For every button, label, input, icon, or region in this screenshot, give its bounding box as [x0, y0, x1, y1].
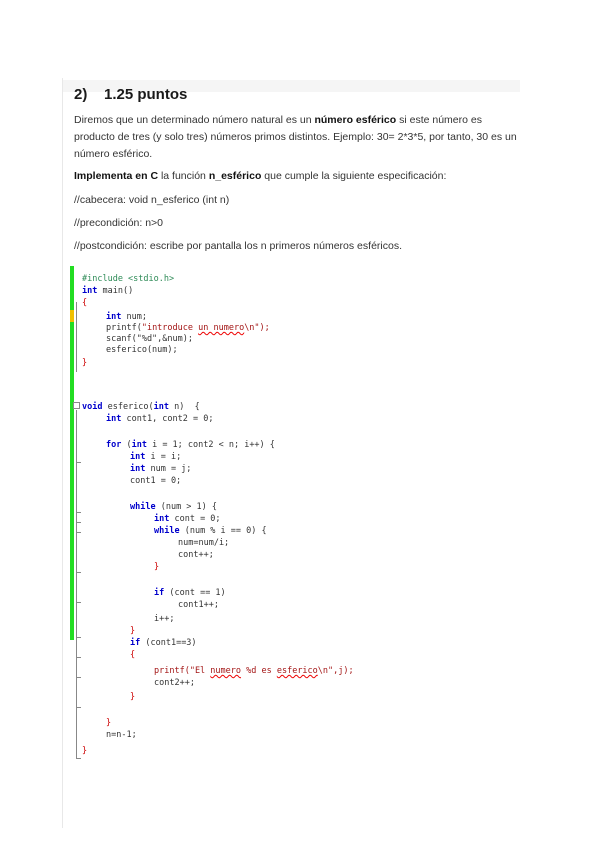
code-keyword: for: [106, 440, 122, 450]
code-string-misspelled: un numero: [198, 323, 245, 333]
code-void-signature: [82, 402, 200, 413]
code-increment: cont++;: [178, 550, 214, 560]
code-string-misspelled: esferico: [276, 666, 318, 676]
code-keyword: int: [130, 452, 146, 462]
code-main-signature: [82, 286, 133, 297]
code-printf: [106, 323, 270, 334]
code-text: cont1, cont2 = 0;: [121, 414, 214, 424]
fold-tick: [76, 602, 81, 603]
code-string: \n",j);: [317, 666, 354, 676]
question-points: 1.25 puntos: [104, 86, 188, 103]
code-increment: cont2++;: [154, 678, 195, 688]
code-printf: [154, 666, 354, 677]
fold-tick: [76, 572, 81, 573]
code-keyword: int: [131, 440, 147, 450]
fold-tick: [76, 657, 81, 658]
code-text: esferico(: [102, 402, 154, 412]
code-brace: }: [106, 718, 112, 728]
code-brace: }: [130, 692, 136, 702]
code-assign: n=n-1;: [106, 730, 137, 740]
code-keyword: while: [130, 502, 156, 512]
code-string: \n");: [244, 323, 270, 333]
code-string: printf("El: [154, 666, 211, 676]
code-while: [154, 526, 267, 537]
task-text-2: que cumple la siguiente especificación:: [261, 170, 447, 182]
code-keyword: int: [106, 414, 122, 424]
fold-tick: [76, 512, 81, 513]
code-string: "introduce: [141, 323, 199, 333]
code-assign: num=num/i;: [178, 538, 230, 548]
fold-tick: [76, 758, 81, 759]
fold-line: [76, 302, 77, 372]
code-brace: }: [130, 626, 136, 636]
code-keyword: int: [154, 514, 170, 524]
code-increment: i++;: [154, 614, 175, 624]
code-text: n) {: [169, 402, 200, 412]
change-marker-yellow: [70, 310, 74, 322]
fold-tick: [76, 707, 81, 708]
code-if: [154, 588, 226, 599]
spec-postcondicion: //postcondición: escribe por pantalla los n primeros números esféricos.: [74, 240, 402, 252]
fold-tick: [76, 637, 81, 638]
fold-tick: [76, 462, 81, 463]
code-text: i = i;: [145, 452, 182, 462]
code-assign: cont1 = 0;: [130, 476, 182, 486]
code-text: (: [121, 440, 132, 450]
code-increment: cont1++;: [178, 600, 219, 610]
task-text-1: la función: [158, 170, 209, 182]
code-text: i = 1; cont2 < n; i++) {: [146, 440, 275, 450]
change-marker-green: [70, 266, 74, 640]
code-string: %d es: [241, 666, 277, 676]
code-keyword: int: [130, 464, 146, 474]
code-keyword: int: [153, 402, 170, 412]
code-keyword: int: [106, 312, 122, 322]
fold-box-icon: [73, 402, 80, 409]
task-bold-function: n_esférico: [208, 170, 262, 182]
code-screenshot: [62, 262, 520, 802]
fold-tick: [76, 532, 81, 533]
code-brace: }: [82, 358, 88, 368]
question-heading: [74, 86, 187, 103]
code-text: (num % i == 0) {: [179, 526, 267, 536]
code-text: num;: [121, 312, 147, 322]
intro-text-2: si este número es producto de tres (y solo tres) números primos distintos. Ejemplo: 30= 2*3*5, por tanto, 30 es un número esférico.: [74, 114, 517, 160]
task-paragraph: [74, 168, 524, 185]
spec-precondicion: //precondición: n>0: [74, 217, 164, 229]
code-keyword: if: [154, 588, 165, 598]
code-string-misspelled: numero: [210, 666, 242, 676]
code-brace: }: [154, 562, 160, 572]
intro-paragraph: [74, 112, 524, 163]
code-text: (cont1==3): [140, 638, 197, 648]
code-if: [130, 638, 197, 649]
code-decl: [106, 414, 213, 425]
code-call: esferico(num);: [106, 345, 178, 355]
task-bold-1: Implementa en C: [74, 170, 159, 182]
code-text: printf(: [106, 323, 142, 333]
code-include: #include <stdio.h>: [82, 274, 175, 284]
code-scanf: scanf("%d",&num);: [106, 334, 193, 344]
code-keyword: while: [154, 526, 180, 536]
intro-bold-term: número esférico: [314, 114, 397, 126]
spec-cabecera: //cabecera: void n_esferico (int n): [74, 194, 230, 206]
fold-tick: [76, 677, 81, 678]
fold-tick: [76, 522, 81, 523]
intro-text-1: Diremos que un determinado número natural es un: [74, 114, 315, 126]
code-text: cont = 0;: [169, 514, 221, 524]
code-keyword: void: [82, 402, 103, 412]
code-text: num = j;: [145, 464, 192, 474]
code-for: [106, 440, 275, 451]
code-brace: {: [130, 650, 136, 660]
code-decl: [130, 452, 181, 463]
code-brace: }: [82, 746, 88, 756]
code-decl: [154, 514, 221, 525]
code-decl: [106, 312, 147, 323]
code-while: [130, 502, 217, 513]
code-keyword: int: [82, 286, 98, 296]
question-number: 2): [74, 86, 88, 103]
code-keyword: if: [130, 638, 141, 648]
code-text: (num > 1) {: [155, 502, 218, 512]
code-brace: {: [82, 298, 88, 308]
code-text: main(): [97, 286, 134, 296]
code-decl: [130, 464, 191, 475]
code-text: (cont == 1): [164, 588, 226, 598]
